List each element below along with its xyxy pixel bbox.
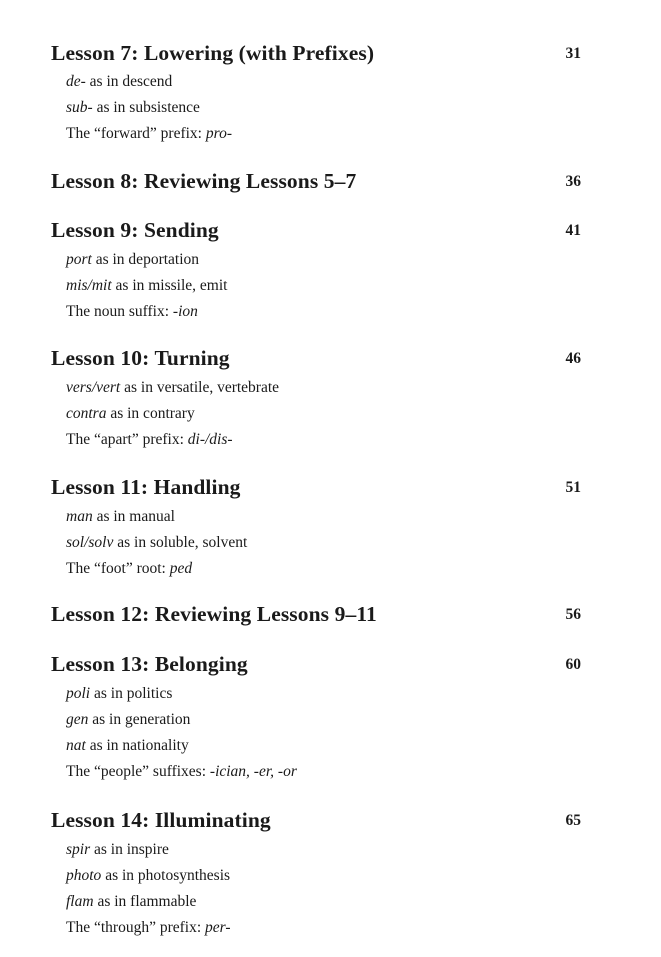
lesson-entry <box>51 807 581 941</box>
topic-term: sol/solv <box>66 534 114 551</box>
topic-text: as in versatile, vertebrate <box>120 379 280 396</box>
topic-term: man <box>66 508 93 525</box>
topic-term: spir <box>66 841 91 858</box>
topic-item <box>66 95 581 121</box>
lesson-entry <box>51 168 581 198</box>
topic-term: sub- <box>66 99 93 116</box>
topic-item <box>66 837 581 863</box>
lesson-entry <box>51 40 581 147</box>
topic-term: di-/dis- <box>187 431 233 448</box>
topic-text: as in generation <box>88 711 191 728</box>
lesson-entry <box>51 217 581 325</box>
topic-text: as in inspire <box>90 841 169 858</box>
lesson-page-number: 31 <box>565 45 581 62</box>
lesson-heading <box>51 474 581 504</box>
topic-term: ped <box>169 560 193 577</box>
topic-term: photo <box>66 867 102 884</box>
lesson-topics <box>51 69 581 147</box>
topic-text: The “through” prefix: <box>66 919 206 936</box>
topic-term: pro- <box>205 125 232 142</box>
topic-item <box>66 707 581 733</box>
lesson-title: Lesson 13: Belonging <box>51 652 248 676</box>
lesson-entry <box>51 474 581 582</box>
lesson-topics <box>51 247 581 325</box>
topic-text: The noun suffix: <box>66 303 173 320</box>
topic-term: port <box>66 251 92 268</box>
lesson-title: Lesson 7: Lowering (with Prefixes) <box>51 41 375 65</box>
lesson-title: Lesson 9: Sending <box>51 218 219 242</box>
topic-text: as in nationality <box>85 737 189 754</box>
lesson-title: Lesson 12: Reviewing Lessons 9–11 <box>51 602 377 626</box>
lesson-page-number: 46 <box>565 350 581 367</box>
lesson-entry <box>51 345 581 453</box>
lesson-topics <box>51 504 581 582</box>
topic-item <box>66 733 581 759</box>
lesson-heading <box>51 40 581 70</box>
topic-item <box>66 530 581 556</box>
topic-term: vers/vert <box>66 379 121 396</box>
topic-term: gen <box>66 711 89 728</box>
topic-item <box>66 427 581 453</box>
topic-text: as in politics <box>90 685 173 702</box>
topic-text: The “people” suffixes: <box>66 763 210 780</box>
topic-term: de- <box>66 73 86 90</box>
topic-term: -ion <box>172 303 198 320</box>
topic-term: contra <box>66 405 107 422</box>
lesson-topics <box>51 375 581 453</box>
topic-text: The “foot” root: <box>66 560 170 577</box>
topic-term: mis/mit <box>66 277 112 294</box>
topic-text: as in contrary <box>106 405 195 422</box>
topic-item <box>66 504 581 530</box>
topic-item <box>66 863 581 889</box>
lesson-page-number: 41 <box>565 222 581 239</box>
topic-item <box>66 889 581 915</box>
topic-item <box>66 681 581 707</box>
topic-text: as in subsistence <box>92 99 200 116</box>
lesson-page-number: 51 <box>565 479 581 496</box>
topic-item <box>66 759 581 785</box>
topic-term: -ician, -er, -or <box>209 763 297 780</box>
lesson-heading <box>51 601 581 631</box>
lesson-title: Lesson 11: Handling <box>51 475 241 499</box>
lesson-topics <box>51 681 581 785</box>
topic-text: The “apart” prefix: <box>66 431 188 448</box>
lesson-page-number: 56 <box>565 606 581 623</box>
topic-item <box>66 273 581 299</box>
lesson-heading <box>51 168 581 198</box>
topic-term: flam <box>66 893 94 910</box>
lesson-entry <box>51 651 581 785</box>
topic-item <box>66 556 581 582</box>
topic-term: per- <box>205 919 231 936</box>
topic-text: The “forward” prefix: <box>66 125 206 142</box>
lesson-heading <box>51 217 581 247</box>
topic-item <box>66 401 581 427</box>
lesson-title: Lesson 14: Illuminating <box>51 808 271 832</box>
lesson-page-number: 36 <box>565 173 581 190</box>
topic-text: as in soluble, solvent <box>113 534 248 551</box>
lesson-heading <box>51 807 581 837</box>
lesson-heading <box>51 345 581 375</box>
topic-text: as in descend <box>85 73 173 90</box>
topic-text: as in manual <box>92 508 175 525</box>
topic-item <box>66 121 581 147</box>
lesson-heading <box>51 651 581 681</box>
topic-item <box>66 915 581 941</box>
lesson-topics <box>51 837 581 941</box>
lesson-page-number: 65 <box>565 812 581 829</box>
lesson-title: Lesson 10: Turning <box>51 346 230 370</box>
lesson-page-number: 60 <box>565 656 581 673</box>
lesson-entry <box>51 601 581 631</box>
topic-term: poli <box>66 685 91 702</box>
topic-term: nat <box>66 737 86 754</box>
topic-text: as in photosynthesis <box>101 867 231 884</box>
lesson-title: Lesson 8: Reviewing Lessons 5–7 <box>51 169 357 193</box>
topic-item <box>66 375 581 401</box>
topic-text: as in missile, emit <box>111 277 228 294</box>
topic-item <box>66 247 581 273</box>
topic-item <box>66 299 581 325</box>
topic-text: as in deportation <box>91 251 200 268</box>
topic-text: as in flammable <box>93 893 197 910</box>
topic-item <box>66 69 581 95</box>
